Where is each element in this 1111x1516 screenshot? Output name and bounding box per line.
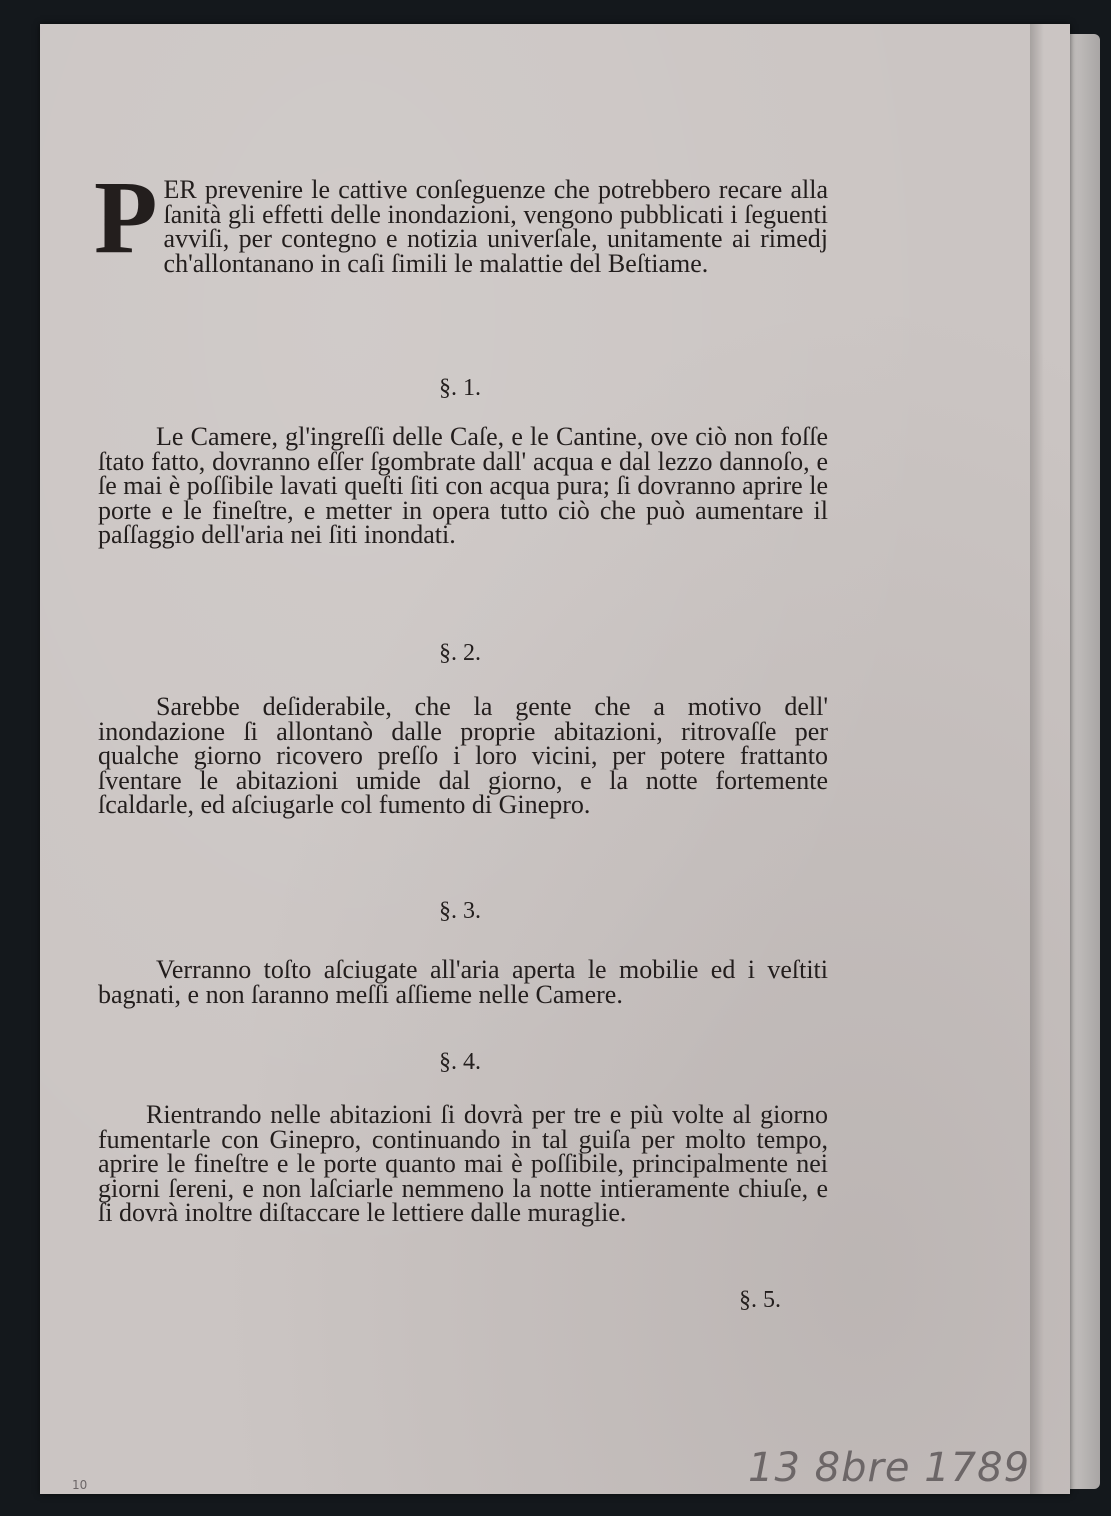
section-heading-4: §. 4. <box>439 1049 481 1075</box>
section-text-1: Le Camere, gl'ingreſſi delle Caſe, e le Cantine, ove ciò non foſſe ſtato fatto, dovranno eſſer ſgombrate dall' acqua e dal lezzo dannoſo, e ſe mai è poſſibile lavati queſti ſiti con acqua pura; ſi dovranno aprire le porte e le fineſtre, e metter in opera tutto ciò che può aumentare il paſſaggio dell'aria nei ſiti inondati. <box>98 422 828 549</box>
section-heading-3: §. 3. <box>439 898 481 924</box>
section-text-2: Sarebbe deſiderabile, che la gente che a motivo dell' inondazione ſi allontanò dalle proprie abitazioni, ritrovaſſe per qualche giorno ricovero preſſo i loro vicini, per potere frattanto ſventare le abitazioni umide dal giorno, e la notte fortemente ſcaldarle, ed aſciugarle col fumento di Ginepro. <box>98 692 828 819</box>
handwritten-date: 13 8bre 1789 <box>748 1445 1031 1491</box>
intro-paragraph <box>94 160 828 278</box>
intro-text: ER prevenire le cattive conſeguenze che potrebbero recare alla ſanità gli effetti delle inondazioni, vengono pubblicati i ſeguenti avviſi, per contegno e notizia univerſale, unitamente ai rimedj ch'allontanano in caſi ſimili le malattie del Beſtiame. <box>163 175 828 278</box>
section-heading-2: §. 2. <box>439 640 481 666</box>
page-mark: 10 <box>72 1478 88 1492</box>
page-fold-shadow <box>1030 24 1044 1494</box>
section-text-4: Rientrando nelle abitazioni ſi dovrà per tre e più volte al giorno fumentarle con Ginepro, continuando in tal guiſa per molto tempo, aprire le fineſtre e le porte quanto mai è poſſibile, principalmente nei giorni ſereni, e non laſciarle nemmeno la notte intieramente chiuſe, e ſi dovrà inoltre diſtaccare le lettiere dalle muraglie. <box>98 1100 828 1227</box>
section-text-3: Verranno toſto aſciugate all'aria aperta le mobilie ed i veſtiti bagnati, e non ſaranno meſſi aſſieme nelle Camere. <box>98 955 828 1009</box>
section-heading-1: §. 1. <box>439 375 481 401</box>
dropcap: P <box>94 160 158 275</box>
catchword: §. 5. <box>739 1287 781 1313</box>
